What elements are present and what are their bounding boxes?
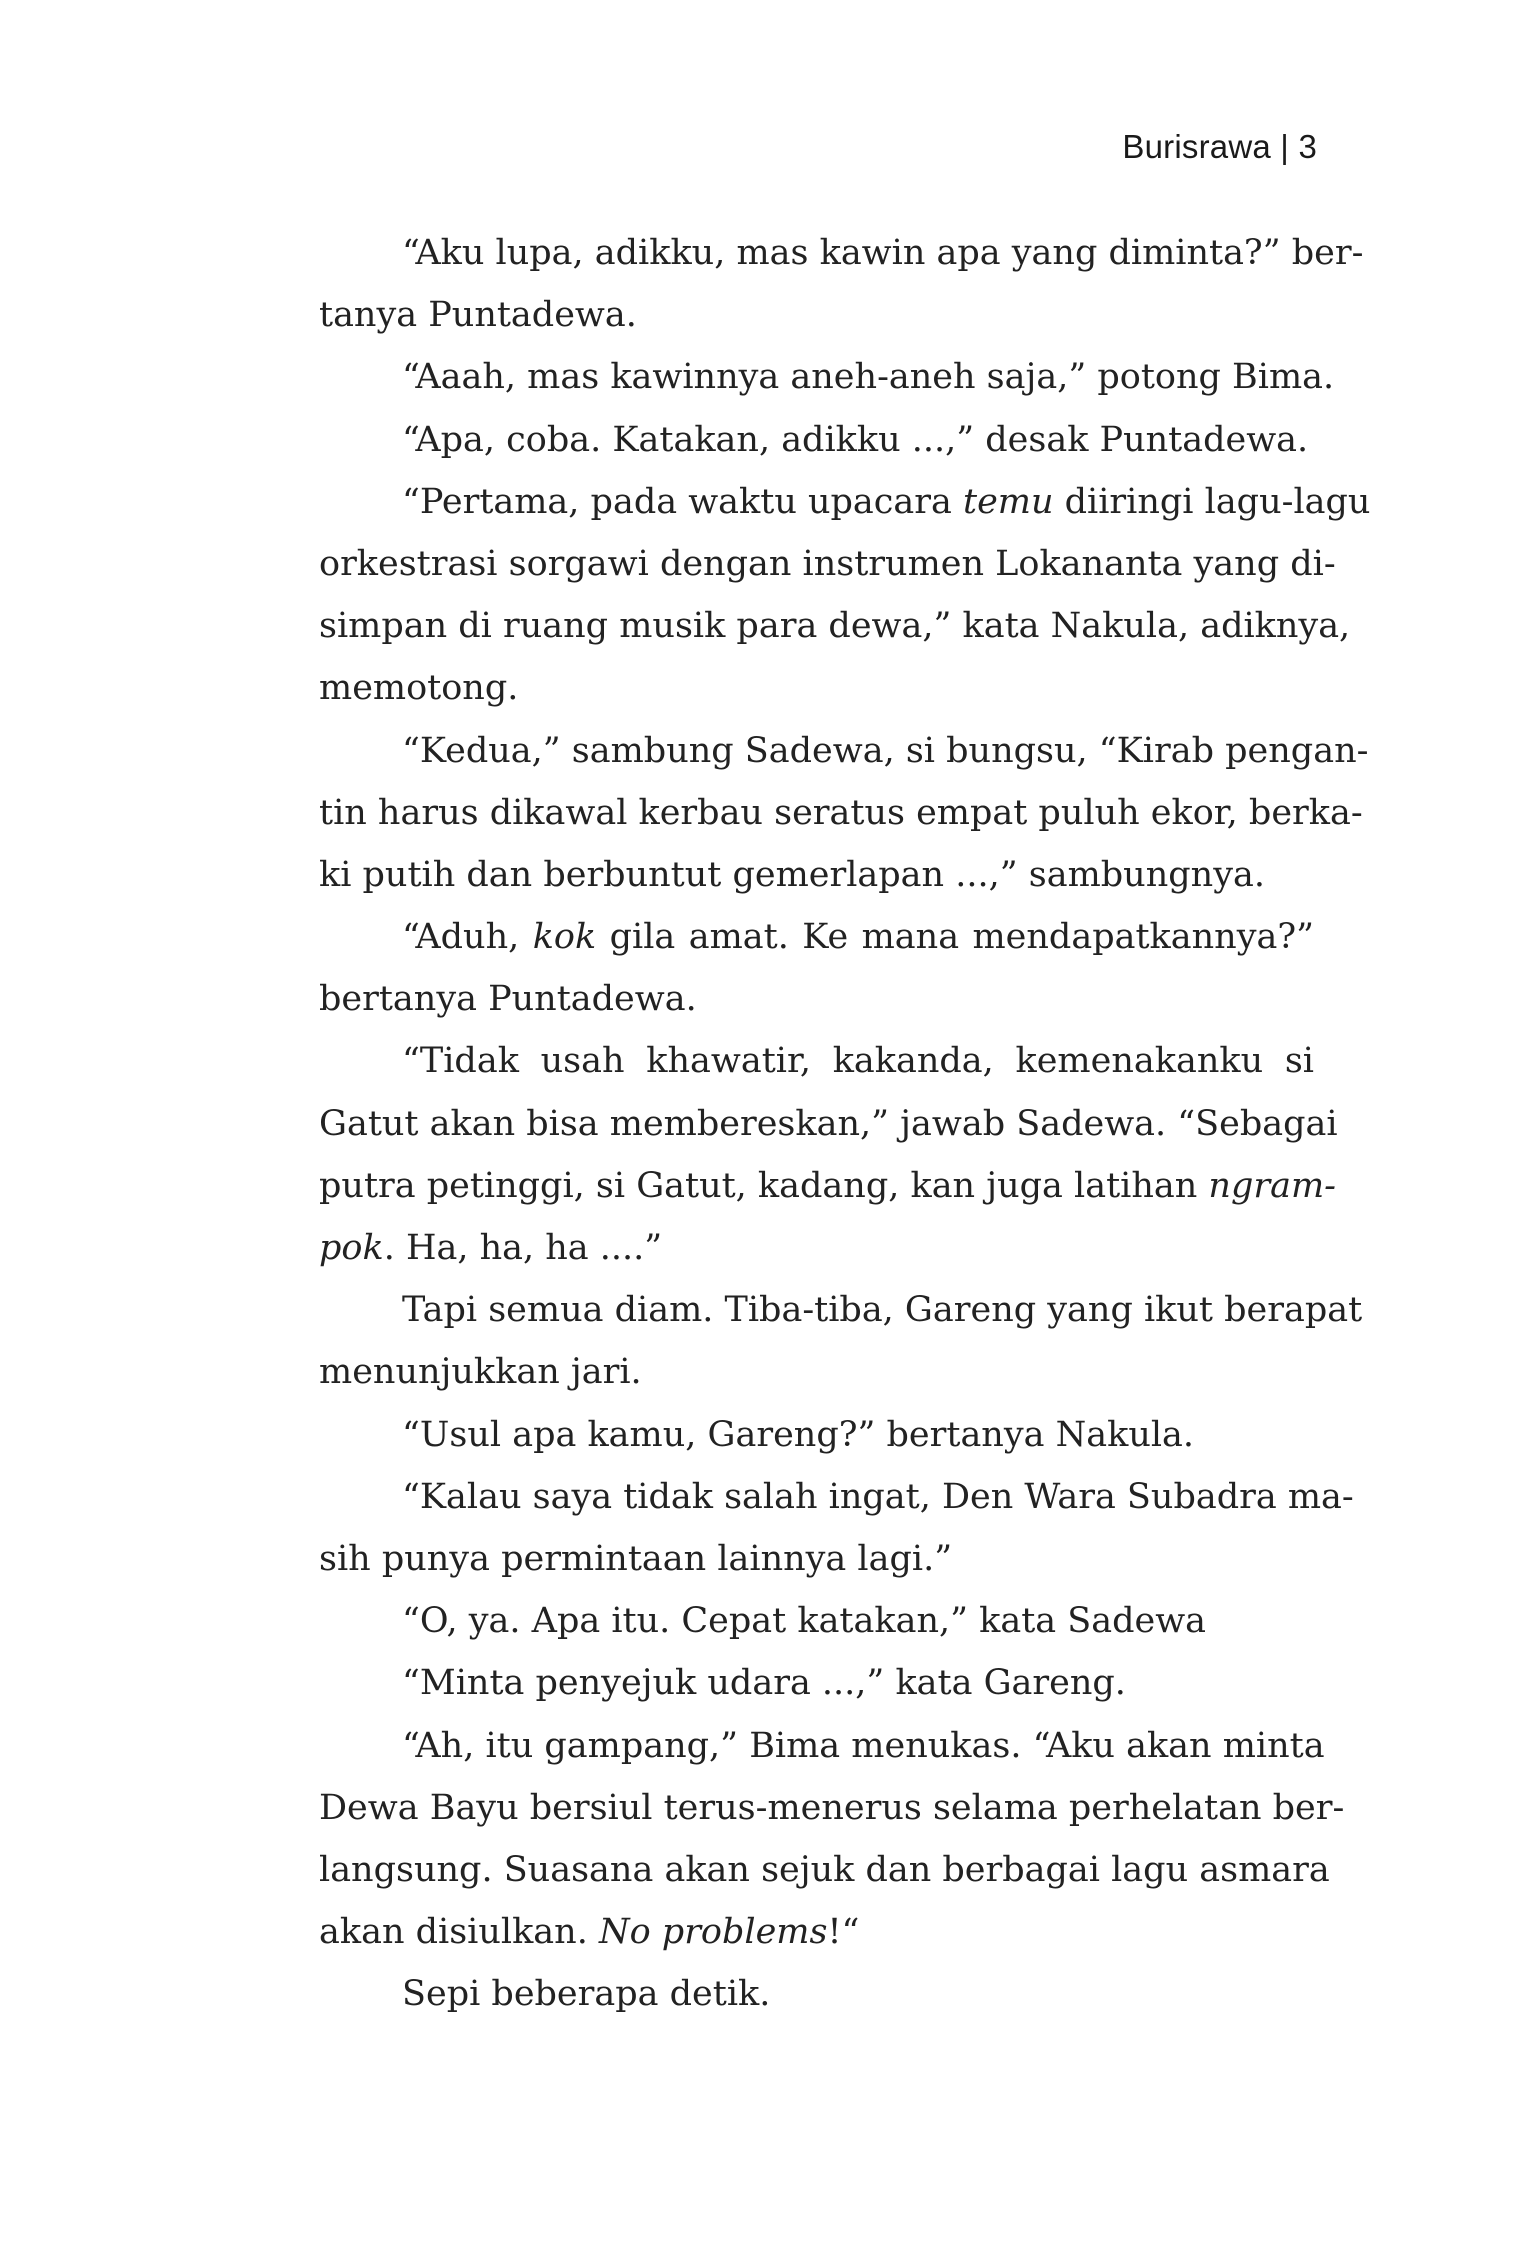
text-run: sih punya permintaan lainnya lagi.” — [319, 1538, 953, 1579]
text-line — [236, 1715, 1325, 1777]
text-run: “Usul apa kamu, Gareng?” bertanya Nakula. — [402, 1414, 1195, 1455]
text-line — [236, 1341, 1314, 1403]
text-run: langsung. Suasana akan sejuk dan berbagai lagu asmara — [319, 1849, 1330, 1890]
text-line — [236, 1963, 1314, 2025]
paragraph — [236, 1466, 1354, 1590]
text-run: “Tidak usah khawatir, kakanda, kemenakanku si — [402, 1041, 1314, 1082]
text-run: ki putih dan berbuntut gemerlapan ...,” sambungnya. — [319, 854, 1265, 895]
text-line — [236, 1404, 1314, 1466]
text-line — [236, 284, 1314, 346]
text-run: bertanya Puntadewa. — [319, 979, 697, 1020]
italic-text: pok — [319, 1228, 384, 1268]
paragraph — [236, 1590, 1314, 1652]
text-run: “Aku lupa, adikku, mas kawin apa yang diminta?” ber- — [402, 233, 1364, 273]
text-line — [236, 1901, 1314, 1963]
paragraph — [236, 471, 1371, 720]
text-run: menunjukkan jari. — [319, 1352, 642, 1393]
text-run: Sepi beberapa detik. — [402, 1974, 771, 2015]
text-line — [236, 1093, 1338, 1155]
paragraph — [236, 409, 1314, 471]
paragraph — [236, 906, 1314, 1030]
text-run: orkestrasi sorgawi dengan instrumen Lokananta yang di- — [319, 543, 1336, 584]
text-line — [236, 844, 1314, 906]
text-run: Tapi semua diam. Tiba-tiba, Gareng yang ikut berapat — [402, 1290, 1363, 1331]
text-line — [236, 1777, 1345, 1839]
text-line — [236, 1030, 1314, 1092]
text-run: . Ha, ha, ha ....” — [383, 1228, 663, 1268]
text-run: “Minta penyejuk udara ...,” kata Gareng. — [402, 1663, 1126, 1704]
italic-text: ngram- — [1208, 1165, 1336, 1206]
text-line — [236, 1217, 1314, 1279]
italic-text: kok — [532, 917, 597, 958]
text-run: “O, ya. Apa itu. Cepat katakan,” kata Sadewa — [402, 1601, 1207, 1642]
text-line — [236, 906, 1314, 968]
running-header: Burisrawa | 3 — [1122, 128, 1317, 165]
text-line — [236, 1279, 1363, 1341]
text-line — [236, 1466, 1354, 1528]
paragraph — [236, 1030, 1338, 1279]
text-run: akan disiulkan. — [319, 1912, 599, 1953]
italic-text: temu — [963, 481, 1054, 522]
body-text — [236, 222, 1371, 2025]
text-run: putra petinggi, si Gatut, kadang, kan juga latihan — [319, 1165, 1209, 1206]
paragraph — [236, 1404, 1314, 1466]
paragraph — [236, 720, 1369, 907]
paragraph — [236, 1963, 1314, 2025]
text-line — [236, 1155, 1336, 1217]
text-run: “Kedua,” sambung Sadewa, si bungsu, “Kirab pengan- — [402, 730, 1369, 771]
text-run: “Aaah, mas kawinnya aneh-aneh saja,” potong Bima. — [402, 357, 1335, 398]
text-run: !“ — [827, 1912, 860, 1953]
text-line — [236, 1839, 1330, 1901]
text-line — [236, 1528, 1314, 1590]
text-run: gila amat. Ke mana mendapatkannya?” — [596, 917, 1314, 958]
text-line — [236, 471, 1371, 533]
text-line — [236, 1652, 1314, 1714]
paragraph — [236, 1652, 1314, 1714]
paragraph — [236, 1715, 1345, 1964]
paragraph — [236, 1279, 1363, 1403]
text-line — [236, 533, 1336, 595]
text-run: “Ah, itu gampang,” Bima menukas. “Aku akan minta — [402, 1725, 1325, 1766]
text-line — [236, 720, 1369, 782]
text-run: “Apa, coba. Katakan, adikku ...,” desak Puntadewa. — [402, 419, 1309, 460]
text-line — [236, 1590, 1314, 1652]
paragraph — [236, 346, 1335, 408]
text-run: “Pertama, pada waktu upacara — [402, 481, 963, 522]
italic-text: No problems — [598, 1912, 828, 1953]
text-run: simpan di ruang musik para dewa,” kata Nakula, adiknya, — [319, 606, 1351, 647]
text-line — [236, 657, 1314, 719]
text-run: diiringi lagu-lagu — [1053, 481, 1371, 522]
text-run: “Kalau saya tidak salah ingat, Den Wara Subadra ma- — [402, 1476, 1354, 1517]
text-line — [236, 346, 1335, 408]
paragraph — [236, 222, 1364, 346]
text-run: tanya Puntadewa. — [319, 295, 637, 336]
text-line — [236, 222, 1364, 284]
text-run: Gatut akan bisa membereskan,” jawab Sadewa. “Sebagai — [319, 1103, 1338, 1144]
text-line — [236, 968, 1314, 1030]
text-run: “Aduh, — [402, 917, 533, 958]
text-run: memotong. — [319, 668, 519, 709]
text-run: Dewa Bayu bersiul terus-menerus selama perhelatan ber- — [319, 1787, 1345, 1828]
text-line — [236, 409, 1314, 471]
text-line — [236, 595, 1351, 657]
text-run: tin harus dikawal kerbau seratus empat puluh ekor, berka- — [319, 792, 1363, 833]
text-line — [236, 782, 1363, 844]
